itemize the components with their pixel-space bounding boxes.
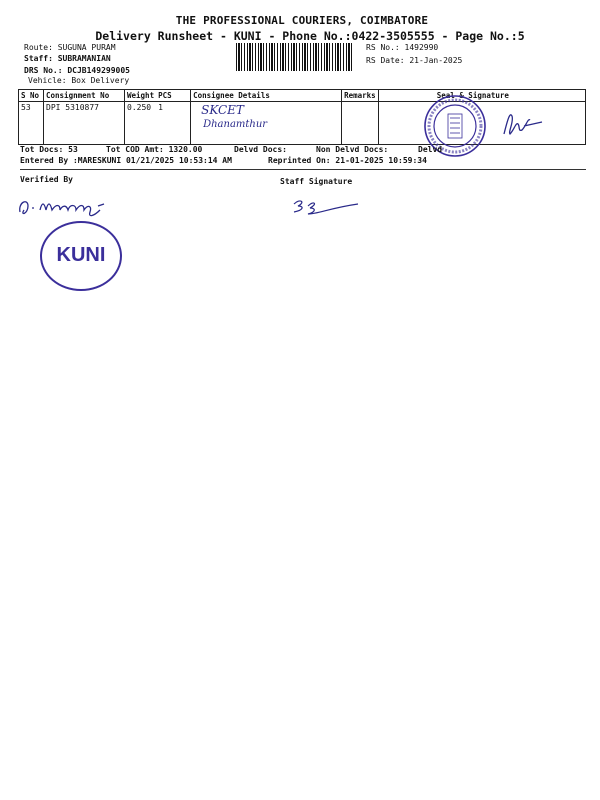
cell-consignment: DPI 5310877 — [44, 102, 125, 145]
vehicle-label: Vehicle: Box Delivery — [28, 76, 130, 85]
col-sno: S No — [19, 90, 44, 102]
cell-remarks — [342, 102, 379, 145]
col-remarks: Remarks — [342, 90, 379, 102]
staff-signature-label: Staff Signature — [280, 177, 353, 186]
cell-weight: 0.250 — [125, 102, 157, 145]
kuni-stamp — [40, 221, 122, 291]
delvd-truncated: Delvd — [418, 145, 443, 154]
col-seal: Seal & Signature — [378, 90, 585, 102]
staff-label: Staff: SUBRAMANIAN — [24, 54, 111, 63]
rs-date: RS Date: 21-Jan-2025 — [366, 56, 463, 65]
consignee-place-handwritten: Dhanamthur — [203, 119, 268, 130]
non-delvd-docs: Non Delvd Docs: — [316, 145, 389, 154]
cell-consignee — [191, 102, 342, 145]
delvd-docs: Delvd Docs: — [234, 145, 287, 154]
cell-sno: 53 — [19, 102, 44, 145]
rs-number: RS No.: 1492990 — [366, 43, 439, 52]
receiver-signature — [500, 108, 546, 140]
company-name: THE PROFESSIONAL COURIERS, COIMBATORE — [175, 14, 429, 27]
col-weight: Weight — [125, 90, 157, 102]
barcode — [236, 43, 352, 71]
tot-cod-amount: Tot COD Amt: 1320.00 — [106, 145, 203, 154]
staff-signature — [290, 196, 362, 218]
verifier-signature — [14, 192, 114, 222]
cell-pcs: 1 — [156, 102, 191, 145]
consignee-name-handwritten: SKCET — [201, 103, 244, 117]
totals-divider — [20, 169, 586, 170]
verified-by-label: Verified By — [20, 175, 73, 184]
col-consignment: Consignment No — [44, 90, 125, 102]
tot-docs: Tot Docs: 53 — [20, 145, 78, 154]
table-header-row — [19, 90, 586, 102]
kuni-stamp-text: KUNI — [56, 244, 106, 266]
runsheet-title: Delivery Runsheet - KUNI - Phone No.:0422-3505555 - Page No.:5 — [95, 29, 525, 43]
col-pcs: PCS — [156, 90, 191, 102]
reprinted-on: Reprinted On: 21-01-2025 10:59:34 — [268, 156, 427, 165]
drs-number: DRS No.: DCJB149299005 — [24, 66, 130, 75]
col-consignee: Consignee Details — [191, 90, 342, 102]
entered-by: Entered By :MARESKUNI 01/21/2025 10:53:14 AM — [20, 156, 232, 165]
route-label: Route: SUGUNA PURAM — [24, 43, 116, 52]
